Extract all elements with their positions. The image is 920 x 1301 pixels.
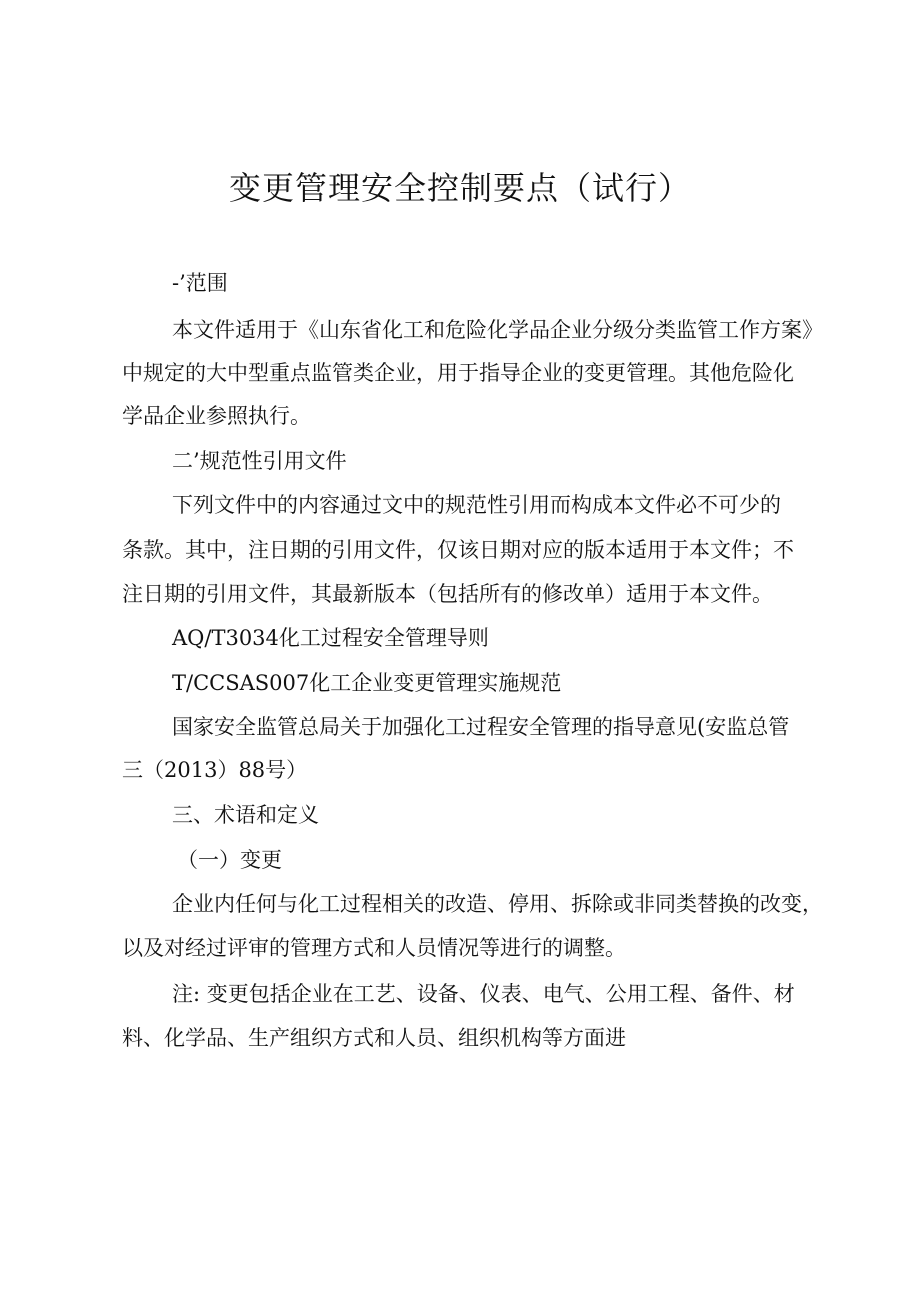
- paragraph-line: 以及对经过评审的管理方式和人员情况等进行的调整。: [122, 936, 626, 960]
- note-line: 料、化学品、生产组织方式和人员、组织机构等方面进: [122, 1026, 626, 1050]
- paragraph-line: 下列文件中的内容通过文中的规范性引用而构成本文件必不可少的: [172, 493, 781, 517]
- term-heading-change: （一）变更: [177, 848, 282, 872]
- section-heading-scope: -’范围: [172, 271, 228, 295]
- document-title: 变更管理安全控制要点（试行）: [228, 169, 691, 207]
- reference-item: 国家安全监管总局关于加强化工过程安全管理的指导意见(安监总管: [172, 715, 790, 739]
- reference-item: AQ/T3034化工过程安全管理导则: [172, 626, 489, 650]
- paragraph-line: 本文件适用于《山东省化工和危险化学品企业分级分类监管工作方案》: [172, 318, 823, 342]
- reference-item: T/CCSAS007化工企业变更管理实施规范: [172, 671, 562, 695]
- paragraph-line: 注日期的引用文件，其最新版本（包括所有的修改单）适用于本文件。: [122, 582, 773, 606]
- paragraph-line: 企业内任何与化工过程相关的改造、停用、拆除或非同类替换的改变，: [172, 892, 823, 916]
- paragraph-line: 学品企业参照执行。: [122, 404, 311, 428]
- reference-item: 三（2013）88号）: [122, 758, 308, 782]
- section-heading-terms: 三、术语和定义: [172, 803, 319, 827]
- paragraph-line: 中规定的大中型重点监管类企业，用于指导企业的变更管理。其他危险化: [122, 361, 794, 385]
- section-heading-references: 二’规范性引用文件: [172, 449, 347, 473]
- paragraph-line: 条款。其中，注日期的引用文件，仅该日期对应的版本适用于本文件；不: [122, 538, 794, 562]
- note-line: 注: 变更包括企业在工艺、设备、仪表、电气、公用工程、备件、材: [172, 982, 795, 1006]
